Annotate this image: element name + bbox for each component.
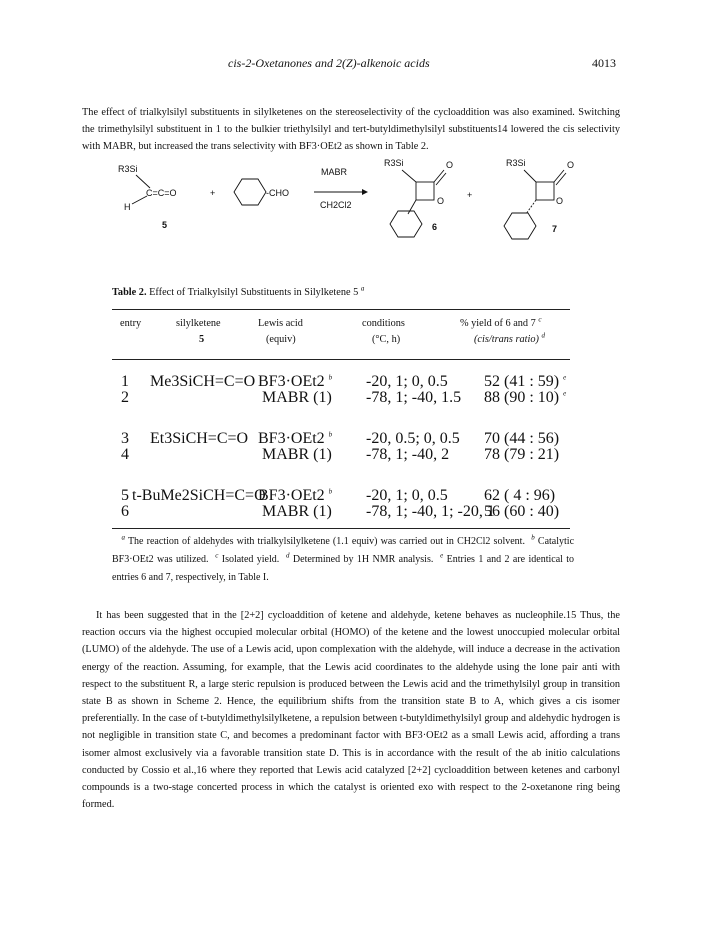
col-header-silylketene: silylketene [176, 318, 221, 329]
row-lewis: MABR (1) [262, 446, 332, 463]
col-header-conditions: conditions [362, 318, 405, 329]
bond-line [402, 170, 416, 182]
prod6-number: 6 [432, 222, 438, 232]
reagent-mabr: MABR [321, 167, 348, 177]
cyclohexane-ring [504, 213, 536, 239]
table-label: Table 2. [112, 287, 147, 298]
row-yield: 52 (41 : 59) $^e$ [484, 373, 567, 390]
row-yield: 70 (44 : 56) [484, 430, 560, 447]
row-silylketene: t-BuMe2SiCH=C=O [132, 487, 266, 504]
page-number: 4013 [592, 56, 616, 70]
col-header-entry: entry [120, 318, 142, 329]
table-rule-top [112, 309, 570, 310]
bond-line [524, 170, 536, 182]
bond-line [556, 173, 566, 185]
bond-line [132, 196, 147, 204]
ketene-core: C=C=O [146, 188, 177, 198]
table-footnotes: $^a$ The reaction of aldehydes with trialkylsilylketene (1.1 equiv) was carried out in CH2Cl2 solvent. $^b$ Catalytic BF3·OEt2 was utilized. $^c$ Isolated yield. $^d$ Determined by 1H NMR analysis. $^e$ Entries 1 and 2 are identical to entries 6 and 7, respectively, in Table I. [112, 533, 575, 583]
prod6-o-ring: O [437, 196, 445, 206]
hashed-bond [526, 200, 536, 214]
row-conditions: -20, 0.5; 0, 0.5 [366, 430, 460, 447]
ketene-r3si: R3Si [118, 164, 138, 174]
prod7-r3si: R3Si [506, 158, 526, 168]
footnote-c: Isolated yield. [221, 554, 280, 565]
plus-sign: + [210, 188, 216, 198]
footnote-d: Determined by 1H NMR analysis. [292, 554, 434, 565]
table-rule-header [112, 359, 570, 360]
prod6-o-top: O [446, 160, 454, 170]
row-lewis: BF3·OEt2 $^b$ [258, 373, 333, 390]
bond-line [434, 170, 444, 182]
oxetanone-ring [536, 182, 554, 200]
row-lewis: BF3·OEt2 $^b$ [258, 430, 333, 447]
prod7-o-top: O [567, 160, 575, 170]
row-silylketene: Et3SiCH=C=O [150, 430, 249, 447]
ketene-number: 5 [162, 220, 168, 230]
row-conditions: -78, 1; -40, 2 [366, 446, 450, 463]
col-header-lewis-sub: (equiv) [266, 334, 296, 345]
footnote-a: The reaction of aldehydes with trialkylsilylketene (1.1 equiv) was carried out in CH2Cl2 solvent. [127, 536, 525, 547]
arrow-head [362, 189, 368, 195]
row-silylketene: Me3SiCH=C=O [150, 373, 256, 390]
col-header-silylketene-num: 5 [199, 334, 205, 345]
row-entry: 3 [121, 430, 129, 447]
bond-line [436, 173, 446, 185]
prod6-r3si: R3Si [384, 158, 404, 168]
row-yield: 56 (60 : 40) [484, 503, 560, 520]
table-title: Effect of Trialkylsilyl Substituents in Silylketene 5 [149, 287, 359, 298]
prod7-number: 7 [552, 224, 558, 234]
ketene-h: H [124, 202, 131, 212]
bond-line [554, 170, 564, 182]
plus-sign: + [467, 190, 473, 200]
row-conditions: -20, 1; 0, 0.5 [366, 373, 448, 390]
row-yield: 78 (79 : 21) [484, 446, 560, 463]
row-entry: 5 [121, 487, 129, 504]
row-lewis: BF3·OEt2 $^b$ [258, 487, 333, 504]
row-entry: 2 [121, 389, 129, 406]
row-entry: 6 [121, 503, 129, 520]
row-conditions: -20, 1; 0, 0.5 [366, 487, 448, 504]
row-yield: 62 ( 4 : 96) [484, 487, 556, 504]
row-lewis: MABR (1) [262, 389, 332, 406]
intro-paragraph: The effect of trialkylsilyl substituents in silylketenes on the stereoselectivity of the cycloaddition was also examined. Switching the trimethylsilyl substituent in 1 to the bulkier triethylsilyl and tert-butyldimethylsilyl substituents14 lowered the cis selectivity with MABR, but increased the trans selectivity with BF3·OEt2 as shown in Table 2. [82, 107, 620, 152]
col-header-lewis: Lewis acid [258, 318, 303, 329]
footnote-b: Catalytic BF3·OEt2 was utilized. [112, 536, 575, 565]
row-entry: 4 [121, 446, 129, 463]
table-caption [112, 284, 365, 298]
discussion-paragraph: It has been suggested that in the [2+2] cycloaddition of ketene and aldehyde, ketene behaves as nucleophile.15 Thus, the reaction occurs via the highest occupied molecular orbital (HOMO) of the ketene and the lowest unoccupied molecular orbital (LUMO) of the aldehyde. The use of a Lewis acid, upon complexation with the aldehyde, will induce a decrease in the activation energy of the reaction. Assuming, for example, that the Lewis acid coordinates to the aldehyde using the lone pair anti with respect to the substituent R, a large steric repulsion is produced between the Lewis acid and the trimethylsilyl group in transition state B as shown in Scheme 2. Hence, the equilibrium shifts from the transition state B to A, which gives a cis isomer preferentially. In the case of t-butyldimethylsilylketene, a repulsion between t-butyldimethylsilyl group and aldehydic hydrogen is not negligible in transition state C, and becomes a predominant factor with BF3·OEt2 as a small Lewis acid, affording a trans isomer almost exclusively via a favorable transition state D. This is in accordance with the result of the ab initio calculations conducted by Cossio et al.,16 where they reported that Lewis acid catalyzed [2+2] cycloaddition between ketenes and carbonyl compounds is a two-stage concerted process in which the catalyst is oriented exo with respect to the 2-oxetanone ring being formed. [82, 610, 620, 811]
row-entry: 1 [121, 373, 129, 390]
row-conditions: -78, 1; -40, 1.5 [366, 389, 462, 406]
reagent-solvent: CH2Cl2 [320, 200, 352, 210]
footnote-e: Entries 1 and 2 are identical to entries 6 and 7, respectively, in Table I. [112, 554, 575, 583]
col-header-yield: % yield of 6 and 7 $^c$ [460, 315, 542, 329]
col-header-conditions-sub: (°C, h) [372, 334, 401, 345]
running-title: cis-2-Oxetanones and 2(Z)-alkenoic acids [228, 56, 430, 70]
cyclohexane-ring [390, 211, 422, 237]
row-lewis: MABR (1) [262, 503, 332, 520]
cyclohexane-ring [234, 179, 266, 205]
oxetanone-ring [416, 182, 434, 200]
table-title-mark: a [360, 284, 365, 293]
col-header-yield-sub: (cis/trans ratio) $^d$ [474, 331, 546, 345]
row-conditions: -78, 1; -40, 1; -20, 1 [366, 503, 495, 520]
row-yield: 88 (90 : 10) $^e$ [484, 389, 567, 406]
table-rule-bottom [112, 528, 570, 529]
reaction-scheme [112, 158, 582, 268]
aldehyde-cho: -CHO [266, 188, 289, 198]
bond-line [136, 175, 150, 188]
prod7-o-ring: O [556, 196, 564, 206]
